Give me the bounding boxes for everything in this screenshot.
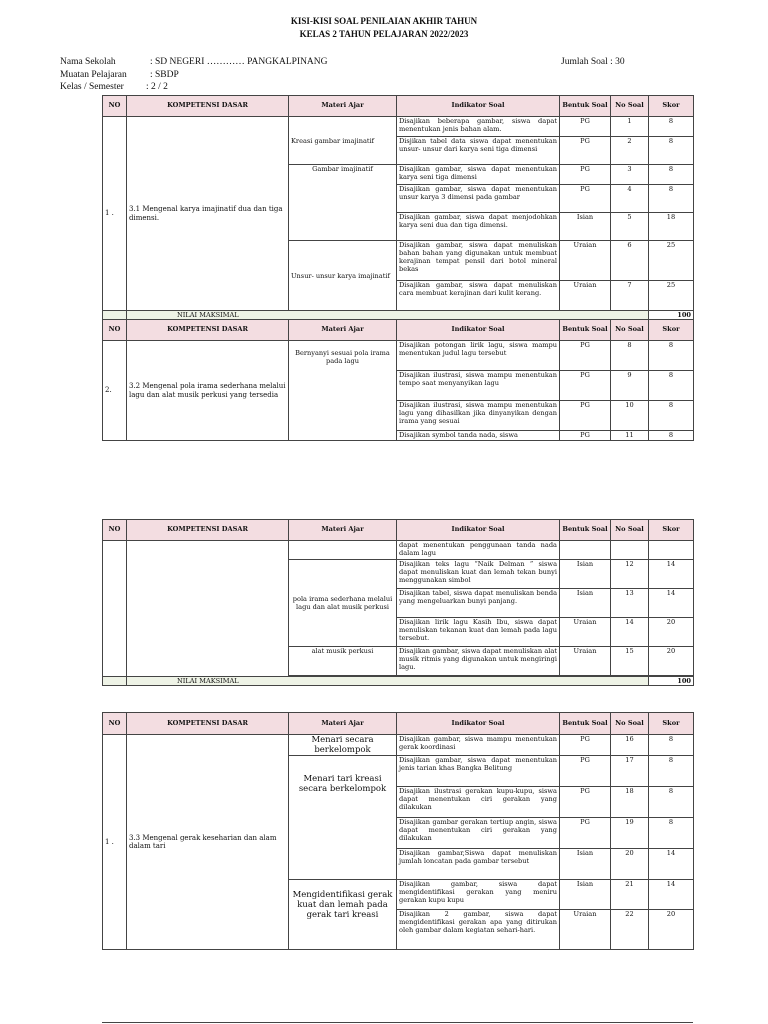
nilai-maksimal-value: 100 xyxy=(649,311,694,320)
bentuk-cell: PG xyxy=(560,137,611,165)
indikator-cell: Disjikan tabel data siswa dapat menentukan unsur- unsur dari karya seni tiga dimensi xyxy=(397,137,560,165)
indikator-cell: Disajikan gambar, siswa dapat menuliskan bahan bahan yang digunakan untuk membuat kerajinan tempat pensil dari botol mineral bekas xyxy=(397,241,560,281)
table-row xyxy=(103,735,694,756)
skor-cell: 14 xyxy=(649,880,694,910)
bentuk-cell: PG xyxy=(560,341,611,371)
nilai-maksimal-row xyxy=(103,677,694,686)
col-indikator: Indikator Soal xyxy=(397,96,560,117)
kelas-label: Kelas / Semester xyxy=(60,82,124,92)
nosoal-cell: 21 xyxy=(611,880,649,910)
materi-cell: Unsur- unsur karya imajinatif xyxy=(289,241,397,311)
skor-cell: 8 xyxy=(649,756,694,787)
col-indikator: Indikator Soal xyxy=(397,520,560,541)
skor-cell: 25 xyxy=(649,241,694,281)
col-materi: Materi Ajar xyxy=(289,713,397,735)
table-row xyxy=(103,541,694,560)
indikator-cell: Disajikan potongan lirik lagu, siswa mampu menentukan judul lagu tersebut xyxy=(397,341,560,371)
col-bentuk: Bentuk Soal xyxy=(560,96,611,117)
kd-number: 2. xyxy=(103,341,127,441)
col-indikator: Indikator Soal xyxy=(397,713,560,735)
bentuk-cell: Isian xyxy=(560,589,611,618)
nama-sekolah-label: Nama Sekolah xyxy=(60,57,116,67)
table-row xyxy=(103,117,694,137)
indikator-cell: Disajikan gambar,Siswa dapat menuliskan jumlah loncatan pada gambar tersebut xyxy=(397,849,560,880)
kd-text: 3.1 Mengenal karya imajinatif dua dan tiga dimensi. xyxy=(127,117,289,311)
nilai-maksimal-row xyxy=(103,311,694,320)
bentuk-cell: Isian xyxy=(560,849,611,880)
bentuk-cell: PG xyxy=(560,787,611,818)
indikator-cell: Disajikan gambar, siswa dapat menuliskan alat musik ritmis yang digunakan untuk mengiringi lagu. xyxy=(397,647,560,676)
muatan-value: : SBDP xyxy=(150,70,179,80)
nosoal-cell: 3 xyxy=(611,165,649,185)
col-bentuk: Bentuk Soal xyxy=(560,320,611,341)
indikator-cell: Disajikan beberapa gambar, siswa dapat menentukan jenis bahan alam. xyxy=(397,117,560,137)
nosoal-cell: 19 xyxy=(611,818,649,849)
nama-sekolah-value: : SD NEGERI ………… PANGKALPINANG xyxy=(150,57,328,67)
materi-cell: Mengidentifikasi gerak kuat dan lemah pada gerak tari kreasi xyxy=(289,880,397,950)
col-materi: Materi Ajar xyxy=(289,320,397,341)
bentuk-cell: PG xyxy=(560,401,611,431)
skor-cell: 14 xyxy=(649,849,694,880)
indikator-cell: Disajikan gambar, siswa dapat menjodohkan karya seni dua dan tiga dimensi. xyxy=(397,213,560,241)
materi-cell: Menari tari kreasi secara berkelompok xyxy=(289,756,397,880)
nosoal-cell: 15 xyxy=(611,647,649,676)
jumlah-soal: Jumlah Soal : 30 xyxy=(561,57,625,67)
nosoal-cell: 1 xyxy=(611,117,649,137)
bentuk-cell: PG xyxy=(560,185,611,213)
col-bentuk: Bentuk Soal xyxy=(560,520,611,541)
nosoal-cell: 18 xyxy=(611,787,649,818)
indikator-cell: dapat menentukan penggunaan tanda nada dalam lagu xyxy=(397,541,560,560)
indikator-cell: Disajikan ilustrasi gerakan kupu-kupu, siswa dapat menentukan ciri gerakan yang dilakukan xyxy=(397,787,560,818)
skor-cell: 8 xyxy=(649,818,694,849)
bentuk-cell: PG xyxy=(560,756,611,787)
skor-cell: 18 xyxy=(649,213,694,241)
indikator-cell: Disajikan gambar, siswa dapat menentukan unsur karya 3 dimensi pada gambar xyxy=(397,185,560,213)
nosoal-cell: 11 xyxy=(611,431,649,441)
col-nosoal: No Soal xyxy=(611,713,649,735)
col-kd: KOMPETENSI DASAR xyxy=(127,713,289,735)
bentuk-cell: PG xyxy=(560,735,611,756)
bentuk-cell: PG xyxy=(560,431,611,441)
col-bentuk: Bentuk Soal xyxy=(560,713,611,735)
indikator-cell: Disajikan lirik lagu Kasih Ibu, siswa dapat menuliskan tekanan kuat dan lemah pada lagu tersebut. xyxy=(397,618,560,647)
materi-cell: alat musik perkusi xyxy=(289,647,397,676)
indikator-cell: Disajikan tabel, siswa dapat menuliskan benda yang mengeluarkan bunyi panjang. xyxy=(397,589,560,618)
indikator-cell: Disajikan teks lagu “Naik Delman ” siswa dapat menuliskan kuat dan lemah tekan bunyi menggunakan simbol xyxy=(397,560,560,589)
bentuk-cell: Isian xyxy=(560,213,611,241)
nosoal-cell: 22 xyxy=(611,910,649,950)
col-nosoal: No Soal xyxy=(611,520,649,541)
nosoal-cell: 10 xyxy=(611,401,649,431)
skor-cell: 8 xyxy=(649,401,694,431)
kd-text: 3.3 Mengenal gerak keseharian dan alam dalam tari xyxy=(127,735,289,950)
skor-cell: 8 xyxy=(649,787,694,818)
kisi-table-1 xyxy=(102,95,694,441)
bentuk-cell: Uraian xyxy=(560,647,611,676)
nilai-maksimal-value: 100 xyxy=(649,677,694,686)
col-skor: Skor xyxy=(649,96,694,117)
table-row xyxy=(103,341,694,371)
skor-cell: 8 xyxy=(649,735,694,756)
bentuk-cell: Isian xyxy=(560,880,611,910)
skor-cell: 20 xyxy=(649,910,694,950)
materi-cell: Gambar imajinatif xyxy=(289,165,397,241)
nosoal-cell: 2 xyxy=(611,137,649,165)
indikator-cell: Disajikan symbol tanda nada, siswa xyxy=(397,431,560,441)
nilai-maksimal-label: NILAI MAKSIMAL xyxy=(127,311,649,320)
col-indikator: Indikator Soal xyxy=(397,320,560,341)
doc-subtitle: KELAS 2 TAHUN PELAJARAN 2022/2023 xyxy=(299,29,469,39)
skor-cell: 8 xyxy=(649,117,694,137)
col-nosoal: No Soal xyxy=(611,320,649,341)
bentuk-cell: PG xyxy=(560,165,611,185)
indikator-cell: Disajikan ilustrasi, siswa mampu menentukan lagu yang dihasilkan jika dinyanyikan dengan irama yang sesuai xyxy=(397,401,560,431)
skor-cell: 8 xyxy=(649,371,694,401)
materi-cell: Kreasi gambar imajinatif xyxy=(289,117,397,165)
indikator-cell: Disajikan gambar, siswa dapat mengidentifikasi gerakan yang meniru gerakan kupu kupu xyxy=(397,880,560,910)
col-kd: KOMPETENSI DASAR xyxy=(127,320,289,341)
kd-number: 1 . xyxy=(103,117,127,311)
col-materi: Materi Ajar xyxy=(289,520,397,541)
materi-cell: pola irama sederhana melalui lagu dan alat musik perkusi xyxy=(289,560,397,647)
bentuk-cell: PG xyxy=(560,818,611,849)
kisi-table-2 xyxy=(102,519,694,686)
col-no: NO xyxy=(103,713,127,735)
kelas-value: : 2 / 2 xyxy=(146,82,168,92)
nosoal-cell: 14 xyxy=(611,618,649,647)
indikator-cell: Disajikan 2 gambar, siswa dapat mengidentifikasi gerakan apa yang ditirukan oleh gambar dalam kegiatan sehari-hari. xyxy=(397,910,560,950)
nosoal-cell: 5 xyxy=(611,213,649,241)
col-kd: KOMPETENSI DASAR xyxy=(127,520,289,541)
nosoal-cell: 12 xyxy=(611,560,649,589)
doc-title: KISI-KISI SOAL PENILAIAN AKHIR TAHUN xyxy=(290,16,478,26)
skor-cell: 20 xyxy=(649,618,694,647)
nosoal-cell: 9 xyxy=(611,371,649,401)
nosoal-cell: 4 xyxy=(611,185,649,213)
bentuk-cell: Uraian xyxy=(560,618,611,647)
nosoal-cell: 8 xyxy=(611,341,649,371)
skor-cell: 8 xyxy=(649,185,694,213)
kd-text: 3.2 Mengenal pola irama sederhana melalui lagu dan alat musik perkusi yang tersedia xyxy=(127,341,289,441)
bentuk-cell: Uraian xyxy=(560,241,611,281)
skor-cell: 8 xyxy=(649,341,694,371)
col-nosoal: No Soal xyxy=(611,96,649,117)
bentuk-cell: PG xyxy=(560,371,611,401)
indikator-cell: Disajikan gambar, siswa dapat menentukan karya seni tiga dimensi xyxy=(397,165,560,185)
nosoal-cell: 6 xyxy=(611,241,649,281)
indikator-cell: Disajikan gambar, siswa dapat menentukan jenis tarian khas Bangka Belitung xyxy=(397,756,560,787)
materi-cell: Bernyanyi sesuai pola irama pada lagu xyxy=(289,341,397,441)
skor-cell: 14 xyxy=(649,589,694,618)
nosoal-cell: 7 xyxy=(611,281,649,311)
col-kd: KOMPETENSI DASAR xyxy=(127,96,289,117)
nosoal-cell: 20 xyxy=(611,849,649,880)
indikator-cell: Disajikan ilustrasi, siswa mampu menentukan tempo saat menyanyikan lagu xyxy=(397,371,560,401)
nilai-maksimal-label: NILAI MAKSIMAL xyxy=(127,677,649,686)
bentuk-cell: Uraian xyxy=(560,281,611,311)
col-no: NO xyxy=(103,96,127,117)
col-skor: Skor xyxy=(649,320,694,341)
kisi-table-3 xyxy=(102,712,694,950)
col-skor: Skor xyxy=(649,520,694,541)
skor-cell: 20 xyxy=(649,647,694,676)
bentuk-cell: Uraian xyxy=(560,910,611,950)
page-divider xyxy=(102,1022,693,1023)
bentuk-cell: Isian xyxy=(560,560,611,589)
skor-cell: 8 xyxy=(649,431,694,441)
nosoal-cell: 17 xyxy=(611,756,649,787)
bentuk-cell: PG xyxy=(560,117,611,137)
col-materi: Materi Ajar xyxy=(289,96,397,117)
col-no: NO xyxy=(103,520,127,541)
skor-cell: 25 xyxy=(649,281,694,311)
col-no: NO xyxy=(103,320,127,341)
nosoal-cell: 16 xyxy=(611,735,649,756)
skor-cell: 8 xyxy=(649,165,694,185)
col-skor: Skor xyxy=(649,713,694,735)
kd-number: 1 . xyxy=(103,735,127,950)
indikator-cell: Disajikan gambar, siswa mampu menentukan gerak koordinasi xyxy=(397,735,560,756)
skor-cell: 8 xyxy=(649,137,694,165)
materi-cell: Menari secara berkelompok xyxy=(289,735,397,756)
muatan-label: Muatan Pelajaran xyxy=(60,70,127,80)
indikator-cell: Disajikan gambar, siswa dapat menuliskan cara membuat kerajinan dari kulit kerang. xyxy=(397,281,560,311)
skor-cell: 14 xyxy=(649,560,694,589)
indikator-cell: Disajikan gambar gerakan tertiup angin, siswa dapat menentukan ciri gerakan yang dilakukan xyxy=(397,818,560,849)
nosoal-cell: 13 xyxy=(611,589,649,618)
